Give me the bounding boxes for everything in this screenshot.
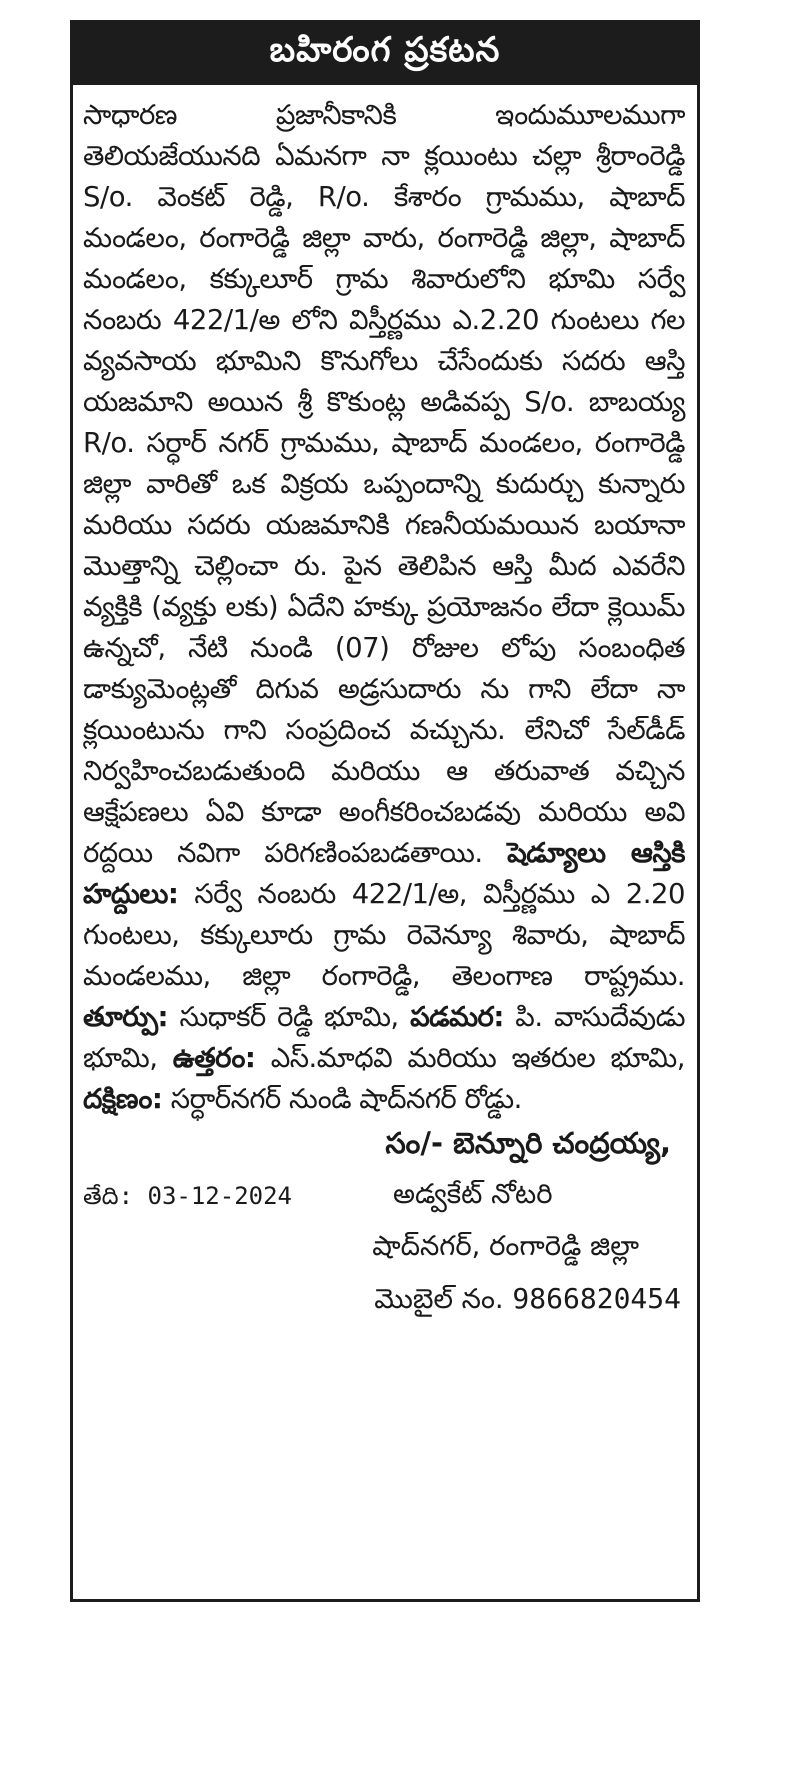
notice-main-paragraph: సాధారణ ప్రజానీకానికి ఇందుమూలముగా తెలియజేయునది ఏమనగా నా క్లయింటు చల్లా శ్రీరాంరెడ్డి S/o. వెంకట్ రెడ్డి, R/o. కేశారం గ్రామము, షాబాద్ మండలం, రంగారెడ్డి జిల్లా వారు, రంగారెడ్డి జిల్లా, షాబాద్ మండలం, కక్కులూర్ గ్రామ శివారులోని భూమి సర్వే నంబరు 422/1/అ లోని విస్తీర్ణము ఎ.2.20 గుంటలు గల వ్యవసాయ భూమిని కొనుగోలు చేసేందుకు సదరు ఆస్తి యజమాని అయిన శ్రీ కొకుంట్ల అడివప్ప S/o. బాబయ్య R/o. సర్ధార్ నగర్ గ్రామము, షాబాద్ మండలం, రంగారెడ్డి జిల్లా వారితో ఒక విక్రయ ఒప్పందాన్ని కుదుర్చు కున్నారు మరియు సదరు యజమానికి గణనీయమయిన బయానా మొత్తాన్ని చెల్లించా రు. పైన తెలిపిన ఆస్తి మీద ఎవరేని వ్యక్తికి (వ్యక్తు లకు) ఏదేని హక్కు ప్రయోజనం లేదా క్లెయిమ్ ఉన్నచో, నేటి నుండి (07) రోజుల లోపు సంబంధిత డాక్యుమెంట్లతో దిగువ అడ్రసుదారు ను గాని లేదా నా క్లయింటును గాని సంప్రదించ వచ్చును. లేనిచో సేల్‌డీడ్ నిర్వహించబడుతుంది మరియు ఆ తరువాత వచ్చిన ఆక్షేపణలు ఏవి కూడా అంగీకరించబడవు మరియు అవి రద్దయి నవిగా పరిగణింపబడతాయి. (83, 99, 685, 869)
notice-body (73, 85, 697, 1120)
notice-title: బహిరంగ ప్రకటన (73, 23, 697, 85)
boundary-east-text: సుధాకర్ రెడ్డి భూమి, (179, 1001, 399, 1033)
boundary-west-label: పడమర: (410, 1001, 504, 1033)
signatory-name: సం/- బెన్నూరి చంద్రయ్య, (385, 1126, 671, 1160)
signature-block (73, 1122, 697, 1352)
boundary-south-text: సర్ధార్‌నగర్ నుండి షాద్‌నగర్ రోడ్డు. (170, 1083, 522, 1115)
boundary-north-text: ఎస్.మాధవి మరియు ఇతరుల భూమి, (270, 1042, 686, 1074)
mobile-label: మొబైల్ నం. (374, 1283, 504, 1315)
signatory-place: షాద్‌నగర్, రంగారెడ్డి జిల్లా (372, 1230, 639, 1262)
signatory-mobile (374, 1282, 681, 1322)
notice-date: తేది: 03-12-2024 (83, 1182, 293, 1210)
boundary-east-label: తూర్పు: (83, 1001, 169, 1033)
signatory-role: అడ్వకేట్ నోటరి (393, 1178, 553, 1210)
schedule-text: సర్వే నంబరు 422/1/అ, విస్తీర్ణము ఎ 2.20 గుంటలు, కక్కులూరు గ్రామ రెవెన్యూ శివారు, షాబాద్ మండలము, జిల్లా రంగారెడ్డి, తెలంగాణ రాష్ట్రము. (83, 878, 685, 992)
boundary-south-label: దక్షిణం: (83, 1083, 163, 1115)
schedule-label: షెడ్యూలు ఆస్తికి హద్దులు: (83, 837, 685, 910)
boundary-north-label: ఉత్తరం: (172, 1042, 256, 1074)
mobile-number: 9866820454 (512, 1282, 681, 1315)
public-notice (70, 20, 700, 1602)
boundary-west-text: పి. వాసుదేవుడు భూమి, (83, 1001, 685, 1074)
